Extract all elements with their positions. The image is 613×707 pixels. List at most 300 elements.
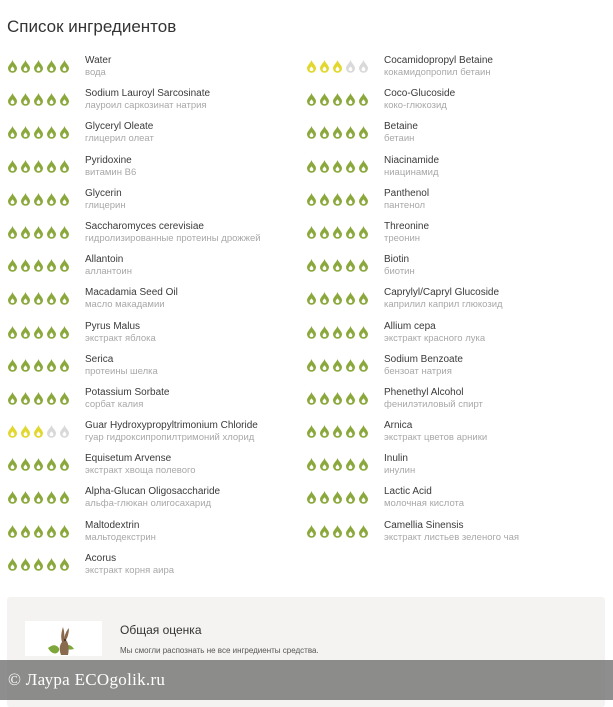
watermark-text: © Лаура ECOgolik.ru	[8, 670, 166, 689]
drop-icon	[59, 125, 70, 139]
drop-icon	[33, 59, 44, 73]
ingredient-names	[85, 453, 196, 477]
ingredient-names	[85, 354, 158, 378]
ingredient-name-ru: треонин	[384, 232, 421, 244]
ingredient-name[interactable]: Allium cepa	[384, 320, 436, 332]
drop-icon	[7, 125, 18, 139]
ingredient-names	[384, 155, 439, 179]
drop-icon	[306, 358, 317, 372]
drop-icon	[319, 291, 330, 305]
drop-icon	[33, 358, 44, 372]
ingredient-names	[85, 486, 220, 510]
drop-icon	[332, 59, 343, 73]
drop-icon	[7, 358, 18, 372]
drop-icon	[358, 424, 369, 438]
drop-icon	[306, 424, 317, 438]
drop-icon	[332, 490, 343, 504]
drop-icon	[46, 291, 57, 305]
drop-icon	[33, 557, 44, 571]
drop-icon	[46, 125, 57, 139]
ingredient-names	[384, 520, 519, 544]
drop-icon	[306, 457, 317, 471]
drop-icon	[319, 258, 330, 272]
drop-icon	[20, 424, 31, 438]
ingredient-name[interactable]: Caprylyl/Capryl Glucoside	[384, 287, 500, 299]
drop-icon	[345, 125, 356, 139]
ingredient-name[interactable]: Acorus	[85, 552, 117, 564]
drop-icon	[46, 258, 57, 272]
drop-icon	[306, 490, 317, 504]
ingredient-names	[85, 553, 174, 577]
drop-icon	[332, 159, 343, 173]
drop-icon	[59, 325, 70, 339]
ingredient-name-ru: гуар гидроксипропилтримоний хлорид	[85, 432, 255, 444]
drop-icon	[358, 92, 369, 106]
drop-icon	[20, 291, 31, 305]
safety-rating	[306, 159, 369, 173]
ingredient-row[interactable]	[7, 548, 307, 581]
drop-icon	[319, 391, 330, 405]
ingredient-name-ru: экстракт цветов арники	[384, 432, 488, 444]
ingredient-name-ru: молочная кислота	[384, 498, 465, 510]
ingredient-name[interactable]: Glyceryl Oleate	[85, 121, 154, 133]
ingredient-row[interactable]	[7, 150, 307, 183]
safety-rating	[306, 59, 369, 73]
safety-rating	[7, 258, 70, 272]
ingredient-name[interactable]: Alpha-Glucan Oligosaccharide	[85, 486, 221, 498]
ingredient-name-ru: глицерин	[85, 199, 126, 211]
bunny-logo	[25, 621, 102, 656]
drop-icon	[33, 490, 44, 504]
ingredient-name[interactable]: Panthenol	[384, 187, 430, 199]
drop-icon	[332, 258, 343, 272]
safety-rating	[7, 291, 70, 305]
ingredient-name[interactable]: Pyrus Malus	[85, 320, 141, 332]
ingredient-name-ru: бетаин	[384, 133, 415, 145]
drop-icon	[20, 125, 31, 139]
drop-icon	[332, 457, 343, 471]
drop-icon	[345, 490, 356, 504]
ingredient-name[interactable]: Coco-Glucoside	[384, 88, 456, 100]
ingredient-row[interactable]	[306, 448, 606, 481]
drop-icon	[7, 59, 18, 73]
drop-icon	[306, 291, 317, 305]
ingredient-names	[85, 55, 111, 79]
drop-icon	[59, 424, 70, 438]
ingredient-row[interactable]	[306, 316, 606, 349]
page-title: Список ингредиентов	[7, 17, 177, 36]
drop-icon	[306, 524, 317, 538]
safety-rating	[7, 159, 70, 173]
drop-icon	[358, 457, 369, 471]
drop-icon	[20, 391, 31, 405]
drop-icon	[306, 92, 317, 106]
ingredient-name-ru: глицерил олеат	[85, 133, 154, 145]
ingredient-row[interactable]	[7, 382, 307, 415]
drop-icon	[358, 159, 369, 173]
drop-icon	[20, 59, 31, 73]
drop-icon	[46, 225, 57, 239]
safety-rating	[7, 424, 70, 438]
drop-icon	[306, 192, 317, 206]
drop-icon	[20, 557, 31, 571]
safety-rating	[7, 192, 70, 206]
safety-rating	[306, 258, 369, 272]
ingredient-row[interactable]	[7, 316, 307, 349]
bunny-icon	[44, 622, 84, 656]
drop-icon	[358, 291, 369, 305]
ingredient-name[interactable]: Inulin	[384, 453, 408, 465]
ingredient-name-ru: экстракт красного лука	[384, 332, 486, 344]
drop-icon	[20, 457, 31, 471]
drop-icon	[358, 358, 369, 372]
drop-icon	[306, 391, 317, 405]
drop-icon	[319, 524, 330, 538]
ingredient-row[interactable]	[306, 50, 606, 83]
drop-icon	[332, 291, 343, 305]
drop-icon	[332, 125, 343, 139]
ingredient-name[interactable]: Guar Hydroxypropyltrimonium Chloride	[85, 420, 258, 432]
ingredient-name[interactable]: Threonine	[384, 220, 430, 232]
ingredient-name[interactable]: Arnica	[384, 420, 413, 432]
ingredient-name[interactable]: Betaine	[384, 121, 418, 133]
safety-rating	[7, 557, 70, 571]
ingredient-name-ru: лауроил саркозинат натрия	[85, 100, 207, 112]
ingredient-name-ru: фенилэтиловый спирт	[384, 398, 483, 410]
drop-icon	[332, 391, 343, 405]
ingredient-name-ru: биотин	[384, 266, 415, 278]
ingredient-row[interactable]	[306, 349, 606, 382]
ingredient-names	[85, 254, 132, 278]
safety-rating	[7, 125, 70, 139]
drop-icon	[345, 192, 356, 206]
ingredient-name-ru: пантенол	[384, 199, 426, 211]
drop-icon	[46, 92, 57, 106]
drop-icon	[319, 159, 330, 173]
ingredient-row[interactable]	[7, 116, 307, 149]
ingredient-name[interactable]: Potassium Sorbate	[85, 386, 170, 398]
ingredient-name-ru: гидролизированные протеины дрожжей	[85, 232, 261, 244]
ingredient-name[interactable]: Saccharomyces cerevisiae	[85, 220, 204, 232]
ingredient-name-ru: мальтодекстрин	[85, 531, 156, 543]
drop-icon	[358, 125, 369, 139]
ingredient-row[interactable]	[7, 50, 307, 83]
drop-icon	[7, 192, 18, 206]
drop-icon	[332, 92, 343, 106]
drop-icon	[358, 225, 369, 239]
ingredient-name[interactable]: Sodium Lauroyl Sarcosinate	[85, 88, 211, 100]
drop-icon	[319, 125, 330, 139]
drop-icon	[358, 524, 369, 538]
safety-rating	[306, 457, 369, 471]
ingredient-name[interactable]: Camellia Sinensis	[384, 519, 464, 531]
ingredient-row[interactable]	[306, 481, 606, 514]
ingredient-row[interactable]	[306, 282, 606, 315]
drop-icon	[33, 325, 44, 339]
drop-icon	[46, 325, 57, 339]
safety-rating	[7, 325, 70, 339]
drop-icon	[319, 192, 330, 206]
safety-rating	[7, 524, 70, 538]
ingredient-name-ru: протеины шелка	[85, 365, 158, 377]
ingredient-row[interactable]	[306, 415, 606, 448]
ingredient-name-ru: сорбат калия	[85, 398, 144, 410]
drop-icon	[33, 225, 44, 239]
ingredient-row[interactable]	[306, 83, 606, 116]
ingredient-names	[384, 453, 415, 477]
ingredient-name[interactable]: Cocamidopropyl Betaine	[384, 55, 493, 66]
ingredient-row[interactable]	[7, 249, 307, 282]
ingredient-row[interactable]	[306, 249, 606, 282]
ingredient-row[interactable]	[7, 415, 307, 448]
drop-icon	[358, 59, 369, 73]
drop-icon	[7, 291, 18, 305]
drop-icon	[33, 291, 44, 305]
drop-icon	[46, 457, 57, 471]
ingredient-row[interactable]	[7, 349, 307, 382]
ingredient-names	[384, 55, 493, 79]
safety-rating	[7, 391, 70, 405]
safety-rating	[306, 524, 369, 538]
ingredient-row[interactable]	[306, 183, 606, 216]
ingredient-names	[384, 188, 429, 212]
drop-icon	[7, 557, 18, 571]
drop-icon	[20, 325, 31, 339]
drop-icon	[33, 192, 44, 206]
drop-icon	[33, 424, 44, 438]
ingredient-row[interactable]	[306, 216, 606, 249]
drop-icon	[59, 192, 70, 206]
drop-icon	[46, 424, 57, 438]
drop-icon	[319, 325, 330, 339]
drop-icon	[33, 524, 44, 538]
drop-icon	[345, 59, 356, 73]
ingredient-names	[384, 287, 503, 311]
safety-rating	[7, 59, 70, 73]
drop-icon	[306, 125, 317, 139]
ingredient-name[interactable]: Allantoin	[85, 254, 124, 266]
drop-icon	[33, 391, 44, 405]
drop-icon	[33, 159, 44, 173]
drop-icon	[306, 159, 317, 173]
ingredient-name-ru: кокамидопропил бетаин	[384, 67, 491, 78]
ingredient-names	[384, 221, 429, 245]
drop-icon	[306, 325, 317, 339]
ingredient-row[interactable]	[7, 515, 307, 548]
drop-icon	[59, 490, 70, 504]
drop-icon	[59, 291, 70, 305]
drop-icon	[319, 358, 330, 372]
drop-icon	[20, 192, 31, 206]
ingredient-names	[85, 387, 170, 411]
drop-icon	[358, 490, 369, 504]
ingredient-name[interactable]: Sodium Benzoate	[384, 353, 463, 365]
ingredient-names	[85, 287, 178, 311]
summary-title: Общая оценка	[120, 623, 202, 637]
drop-icon	[332, 524, 343, 538]
safety-rating	[7, 490, 70, 504]
drop-icon	[345, 258, 356, 272]
drop-icon	[319, 92, 330, 106]
ingredient-row[interactable]	[306, 116, 606, 149]
ingredient-name[interactable]: Phenethyl Alcohol	[384, 386, 464, 398]
ingredient-names	[85, 321, 156, 345]
drop-icon	[332, 424, 343, 438]
ingredient-name-ru: экстракт яблока	[85, 332, 156, 344]
drop-icon	[20, 159, 31, 173]
drop-icon	[46, 358, 57, 372]
ingredient-name-ru: экстракт хвоща полевого	[85, 465, 196, 477]
ingredient-name-ru: экстракт листьев зеленого чая	[384, 531, 520, 543]
drop-icon	[59, 457, 70, 471]
drop-icon	[345, 159, 356, 173]
drop-icon	[33, 258, 44, 272]
ingredient-row[interactable]	[306, 382, 606, 415]
drop-icon	[20, 225, 31, 239]
drop-icon	[7, 159, 18, 173]
ingredient-row[interactable]	[7, 183, 307, 216]
ingredient-name[interactable]: Glycerin	[85, 187, 122, 199]
safety-rating	[306, 391, 369, 405]
drop-icon	[59, 391, 70, 405]
ingredient-names	[384, 88, 455, 112]
drop-icon	[358, 391, 369, 405]
drop-icon	[345, 358, 356, 372]
drop-icon	[7, 457, 18, 471]
safety-rating	[7, 457, 70, 471]
ingredient-row[interactable]	[7, 282, 307, 315]
drop-icon	[345, 92, 356, 106]
drop-icon	[33, 125, 44, 139]
drop-icon	[7, 490, 18, 504]
drop-icon	[345, 225, 356, 239]
drop-icon	[7, 92, 18, 106]
ingredient-name-ru: бензоат натрия	[384, 365, 452, 377]
drop-icon	[332, 358, 343, 372]
drop-icon	[319, 424, 330, 438]
drop-icon	[20, 258, 31, 272]
ingredient-names	[85, 420, 258, 444]
ingredient-name-ru: вода	[85, 67, 106, 78]
drop-icon	[319, 225, 330, 239]
ingredient-name-ru: масло макадамии	[85, 299, 165, 311]
drop-icon	[20, 490, 31, 504]
drop-icon	[7, 391, 18, 405]
drop-icon	[345, 391, 356, 405]
ingredient-name-ru: аллантоин	[85, 266, 132, 278]
ingredient-name-ru: альфа-глюкан олигосахарид	[85, 498, 212, 510]
safety-rating	[306, 125, 369, 139]
ingredients-column-right	[306, 50, 606, 548]
ingredient-name[interactable]: Maltodextrin	[85, 519, 140, 531]
drop-icon	[59, 524, 70, 538]
ingredient-name[interactable]: Serica	[85, 353, 114, 365]
safety-rating	[306, 92, 369, 106]
drop-icon	[306, 258, 317, 272]
ingredient-names	[384, 254, 415, 278]
ingredient-name-ru: витамин B6	[85, 166, 137, 178]
ingredient-row[interactable]	[7, 481, 307, 514]
ingredient-names	[85, 88, 210, 112]
drop-icon	[46, 159, 57, 173]
drop-icon	[20, 92, 31, 106]
ingredient-name[interactable]: Niacinamide	[384, 154, 440, 166]
drop-icon	[46, 490, 57, 504]
drop-icon	[345, 291, 356, 305]
drop-icon	[20, 524, 31, 538]
drop-icon	[46, 192, 57, 206]
ingredient-row[interactable]	[306, 150, 606, 183]
ingredient-row[interactable]	[7, 216, 307, 249]
safety-rating	[7, 225, 70, 239]
drop-icon	[345, 457, 356, 471]
drop-icon	[319, 490, 330, 504]
ingredient-name[interactable]: Macadamia Seed Oil	[85, 287, 178, 299]
ingredient-name[interactable]: Pyridoxine	[85, 154, 132, 166]
ingredient-names	[384, 420, 487, 444]
safety-rating	[306, 192, 369, 206]
ingredient-name[interactable]: Lactic Acid	[384, 486, 432, 498]
ingredient-name-ru: ниацинамид	[384, 166, 439, 178]
ingredient-name[interactable]: Water	[85, 55, 112, 66]
watermark-overlay	[0, 660, 613, 700]
drop-icon	[358, 258, 369, 272]
drop-icon	[33, 457, 44, 471]
drop-icon	[46, 524, 57, 538]
drop-icon	[59, 59, 70, 73]
ingredient-row[interactable]	[7, 83, 307, 116]
ingredient-row[interactable]	[7, 448, 307, 481]
ingredient-names	[384, 121, 418, 145]
drop-icon	[33, 92, 44, 106]
ingredient-name-ru: коко-глюкозид	[384, 100, 447, 112]
ingredient-name[interactable]: Biotin	[384, 254, 410, 266]
drop-icon	[7, 258, 18, 272]
ingredient-names	[85, 121, 154, 145]
safety-rating	[7, 358, 70, 372]
drop-icon	[46, 59, 57, 73]
safety-rating	[7, 92, 70, 106]
safety-rating	[306, 291, 369, 305]
safety-rating	[306, 325, 369, 339]
ingredient-row[interactable]	[306, 515, 606, 548]
safety-rating	[306, 490, 369, 504]
drop-icon	[59, 159, 70, 173]
ingredient-name-ru: экстракт корня аира	[85, 564, 175, 576]
ingredient-names	[384, 321, 485, 345]
ingredient-name[interactable]: Equisetum Arvense	[85, 453, 172, 465]
drop-icon	[59, 92, 70, 106]
ingredient-names	[85, 155, 136, 179]
ingredient-names	[384, 354, 463, 378]
ingredient-names	[85, 221, 261, 245]
safety-rating	[306, 424, 369, 438]
ingredient-names	[85, 520, 156, 544]
drop-icon	[358, 325, 369, 339]
ingredient-names	[85, 188, 126, 212]
ingredient-name-ru: инулин	[384, 465, 416, 477]
drop-icon	[59, 225, 70, 239]
safety-rating	[306, 225, 369, 239]
drop-icon	[7, 325, 18, 339]
drop-icon	[59, 557, 70, 571]
drop-icon	[319, 59, 330, 73]
drop-icon	[59, 358, 70, 372]
drop-icon	[358, 192, 369, 206]
drop-icon	[46, 391, 57, 405]
drop-icon	[345, 524, 356, 538]
ingredient-names	[384, 486, 464, 510]
